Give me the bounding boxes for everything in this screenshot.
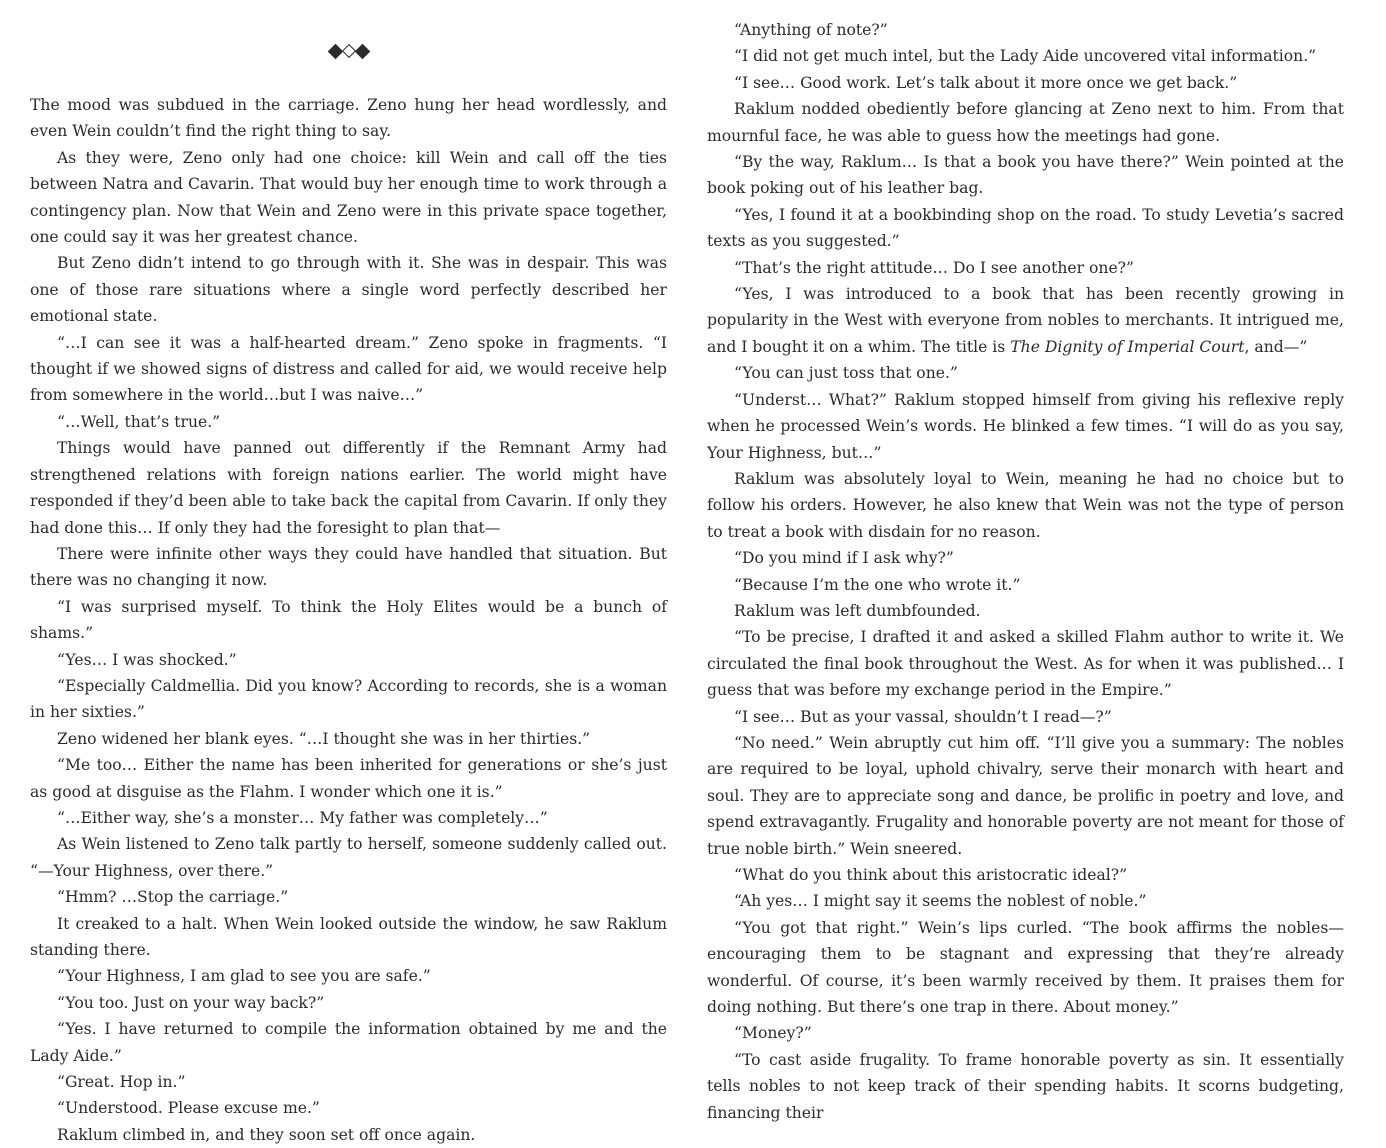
paragraph: Raklum nodded obediently before glancing at Zeno next to him. From that mournful face, he was able to guess how the meetings had gone.: [707, 100, 1344, 145]
paragraph: Raklum was absolutely loyal to Wein, meaning he had no choice but to follow his orders. However, he also knew that Wein was not the type of person to treat a book with disdain for no reason.: [707, 469, 1344, 541]
paragraph: “Yes. I have returned to compile the information obtained by me and the Lady Aide.”: [30, 1020, 667, 1065]
paragraph: “Yes… I was shocked.”: [57, 650, 237, 669]
paragraph: “Do you mind if I ask why?”: [734, 549, 954, 568]
paragraph: As they were, Zeno only had one choice: kill Wein and call off the ties between Natra and Cavarin. That would buy her enough time to work through a contingency plan. Now that Wein and Zeno were in this private space together, one could say it was her greatest chance.: [30, 148, 667, 247]
paragraph: “Money?”: [734, 1024, 812, 1043]
paragraph: The mood was subdued in the carriage. Zeno hung her head wordlessly, and even Wein couldn’t find the right thing to say.: [30, 96, 667, 141]
paragraph: “To cast aside frugality. To frame honorable poverty as sin. It essentially tells nobles to not keep track of their spending habits. It scorns budgeting, financing their: [707, 1050, 1344, 1122]
paragraph: As Wein listened to Zeno talk partly to herself, someone suddenly called out. “—Your Highness, over there.”: [30, 835, 667, 880]
paragraph: “You can just toss that one.”: [734, 364, 958, 383]
paragraph: “Hmm? …Stop the carriage.”: [57, 888, 289, 907]
paragraph: Raklum was left dumbfounded.: [734, 601, 981, 620]
paragraph: “Especially Caldmellia. Did you know? According to records, she is a woman in her sixties.”: [30, 676, 667, 722]
paragraph: “I did not get much intel, but the Lady Aide uncovered vital information.”: [734, 47, 1317, 66]
book-title: The Dignity of Imperial Court: [1010, 337, 1245, 356]
left-page-text: [30, 92, 667, 1148]
filled-diamond-icon: [327, 43, 343, 59]
paragraph: Zeno widened her blank eyes. “…I thought she was in her thirties.”: [57, 729, 591, 748]
paragraph: “Me too… Either the name has been inherited for generations or she’s just as good at disguise as the Flahm. I wonder which one it is.”: [30, 756, 667, 801]
paragraph: “Yes, I was introduced to a book that has been recently growing in popularity in the West with everyone from nobles to merchants. It intrigued me, and I bought it on a whim. The title is The Dignity of Imperial Court, and—”: [707, 285, 1344, 356]
section-divider: [30, 38, 667, 64]
paragraph: “Great. Hop in.”: [57, 1073, 186, 1092]
right-page-text: [707, 17, 1344, 1126]
paragraph: “I was surprised myself. To think the Holy Elites would be a bunch of shams.”: [30, 597, 667, 643]
paragraph: There were infinite other ways they could have handled that situation. But there was no changing it now.: [30, 544, 667, 590]
paragraph: “What do you think about this aristocratic ideal?”: [734, 866, 1128, 884]
paragraph: “You too. Just on your way back?”: [57, 993, 325, 1012]
paragraph: “No need.” Wein abruptly cut him off. “I’ll give you a summary: The nobles are required to be loyal, uphold chivalry, serve their monarch with heart and soul. They are to appreciate song and dance, be prolific in poetry and love, and spend extravagantly. Frugality and honorable poverty are not meant for those of true noble birth.” Wein sneered.: [707, 733, 1344, 858]
paragraph: “Your Highness, I am glad to see you are safe.”: [57, 967, 431, 986]
paragraph: “By the way, Raklum… Is that a book you have there?” Wein pointed at the book poking out of his leather bag.: [707, 153, 1344, 198]
paragraph: “Underst… What?” Raklum stopped himself from giving his reflexive reply when he processed Wein’s words. He blinked a few times. “I will do as you say, Your Highness, but…”: [707, 390, 1344, 462]
paragraph: “…I can see it was a half-hearted dream.” Zeno spoke in fragments. “I thought if we showed signs of distress and called for aid, we would receive help from somewhere in the world…but I was naive…”: [30, 333, 667, 405]
paragraph: “Yes, I found it at a bookbinding shop on the road. To study Levetia’s sacred texts as you suggested.”: [707, 205, 1344, 251]
paragraph: “I see… Good work. Let’s talk about it more once we get back.”: [734, 73, 1238, 92]
paragraph: “That’s the right attitude… Do I see another one?”: [734, 258, 1135, 277]
paragraph: “…Well, that’s true.”: [57, 412, 221, 431]
paragraph: “To be precise, I drafted it and asked a skilled Flahm author to write it. We circulated the final book throughout the West. As for when it was published… I guess that was before my exchange period in the Empire.”: [707, 628, 1344, 700]
paragraph: “I see… But as your vassal, shouldn’t I read—?”: [734, 707, 1112, 726]
paragraph: “Understood. Please excuse me.”: [57, 1099, 320, 1118]
paragraph: But Zeno didn’t intend to go through with it. She was in despair. This was one of those rare situations where a single word perfectly described her emotional state.: [30, 254, 667, 326]
paragraph: “Ah yes… I might say it seems the noblest of noble.”: [734, 892, 1147, 911]
paragraph: “Because I’m the one who wrote it.”: [734, 575, 1021, 594]
paragraph: It creaked to a halt. When Wein looked outside the window, he saw Raklum standing there.: [30, 914, 667, 959]
paragraph: Raklum climbed in, and they soon set off once again.: [57, 1125, 476, 1144]
paragraph: Things would have panned out differently if the Remnant Army had strengthened relations with foreign nations earlier. The world might have responded if they’d been able to take back the capital from Cavarin. If only they had done this… If only they had the foresight to plan that—: [30, 439, 667, 537]
paragraph: “You got that right.” Wein’s lips curled. “The book affirms the nobles—encouraging them to be stagnant and expressing that they’re already wonderful. Of course, it’s been warmly received by them. It praises them for doing nothing. But there’s one trap in there. About money.”: [707, 918, 1344, 1017]
paragraph: “…Either way, she’s a monster… My father was completely…”: [57, 808, 548, 827]
filled-diamond-icon: [354, 43, 370, 59]
paragraph: “Anything of note?”: [734, 21, 888, 39]
